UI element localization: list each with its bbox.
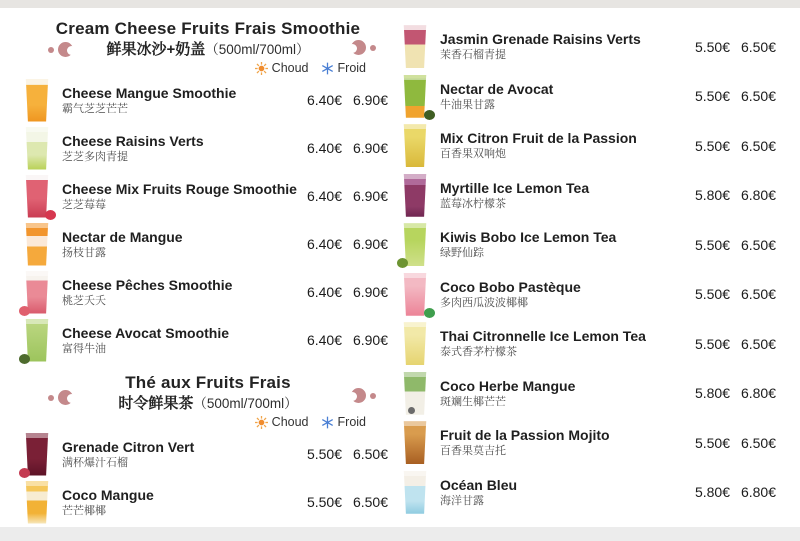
price-hot: 6.40€ — [306, 284, 342, 300]
item-name: Coco Mangue — [62, 486, 154, 503]
drink-cup-icon — [400, 74, 430, 119]
price-hot: 5.50€ — [306, 446, 342, 462]
item-name: Coco Bobo Pastèque — [440, 278, 581, 295]
price-hot: 6.40€ — [306, 188, 342, 204]
menu-item — [22, 316, 394, 364]
menu-item — [400, 171, 782, 221]
menu-item — [22, 478, 394, 526]
item-name: Cheese Avocat Smoothie — [62, 324, 230, 341]
item-name-zh: 泰式香茅柠檬茶 — [440, 346, 517, 359]
price-cold: 6.80€ — [740, 385, 776, 402]
price-hot: 5.80€ — [694, 187, 730, 204]
menu-left-column — [0, 8, 394, 527]
price-cold: 6.90€ — [352, 236, 388, 252]
menu-item — [400, 369, 782, 419]
cold-label: Froid — [337, 415, 366, 429]
price-hot: 5.50€ — [694, 335, 730, 352]
drink-cup-icon — [22, 126, 52, 171]
hot-cold-header — [22, 414, 394, 430]
item-name: Cheese Raisins Verts — [62, 132, 204, 149]
price-hot: 5.50€ — [694, 137, 730, 154]
page-edge-bottom — [0, 527, 800, 541]
item-name: Cheese Pêches Smoothie — [62, 276, 233, 293]
price-cold: 6.50€ — [740, 335, 776, 352]
drink-cup-icon — [400, 470, 430, 515]
snowflake-icon — [321, 416, 334, 429]
price-cold: 6.50€ — [740, 137, 776, 154]
menu-item — [22, 430, 394, 478]
menu-item — [400, 468, 782, 518]
section-subtitle: 时令鲜果茶（500ml/700ml） — [118, 395, 298, 412]
item-name: Mix Citron Fruit de la Passion — [440, 130, 637, 147]
menu-item — [400, 72, 782, 122]
item-name-zh: 牛油果甘露 — [440, 98, 495, 111]
drink-cup-icon — [400, 123, 430, 168]
price-hot: 6.40€ — [306, 332, 342, 348]
price-cold: 6.50€ — [352, 446, 388, 462]
price-cold: 6.50€ — [740, 286, 776, 303]
item-name: Fruit de la Passion Mojito — [440, 427, 610, 444]
price-cold: 6.90€ — [352, 188, 388, 204]
price-cold: 6.50€ — [740, 434, 776, 451]
section-header-smoothie — [22, 10, 394, 76]
drink-cup-icon — [22, 78, 52, 123]
price-cold: 6.80€ — [740, 484, 776, 501]
menu-item — [400, 418, 782, 468]
item-name-zh: 绿野仙踪 — [440, 247, 484, 260]
price-hot: 5.80€ — [694, 385, 730, 402]
drink-cup-icon — [22, 480, 52, 525]
item-name: Jasmin Grenade Raisins Verts — [440, 31, 641, 48]
section-size: （500ml/700ml） — [205, 42, 310, 57]
item-name: Cheese Mangue Smoothie — [62, 84, 237, 101]
drink-cup-icon — [400, 24, 430, 69]
item-name-zh: 芝芝多肉青提 — [62, 150, 128, 163]
item-name-zh: 蓝莓冰柠檬茶 — [440, 197, 506, 210]
price-cold: 6.90€ — [352, 140, 388, 156]
item-name-zh: 百香果莫吉托 — [440, 445, 506, 458]
section-header-the — [22, 364, 394, 430]
price-cold: 6.50€ — [740, 38, 776, 55]
item-name: Myrtille Ice Lemon Tea — [440, 179, 590, 196]
drink-cup-icon — [400, 321, 430, 366]
price-hot: 6.40€ — [306, 92, 342, 108]
decor-dots-right — [351, 40, 376, 55]
item-name-zh: 百香果双响炮 — [440, 148, 506, 161]
price-hot: 5.50€ — [694, 286, 730, 303]
item-name: Nectar de Avocat — [440, 80, 554, 97]
sun-icon — [255, 416, 268, 429]
cold-label: Froid — [337, 61, 366, 75]
menu-item — [22, 172, 394, 220]
menu-item — [400, 270, 782, 320]
section-title: Thé aux Fruits Frais — [125, 373, 291, 392]
drink-cup-icon — [400, 272, 430, 317]
decor-dots-right — [351, 388, 376, 403]
item-name-zh: 芝芝莓莓 — [62, 198, 106, 211]
price-cold: 6.90€ — [352, 332, 388, 348]
page-edge-top — [0, 0, 800, 8]
item-name-zh: 茉香石榴青提 — [440, 49, 506, 62]
item-name: Thai Citronnelle Ice Lemon Tea — [440, 328, 646, 345]
price-hot: 5.50€ — [694, 434, 730, 451]
price-cold: 6.80€ — [740, 187, 776, 204]
menu-item — [400, 319, 782, 369]
drink-cup-icon — [400, 420, 430, 465]
item-name: Coco Herbe Mangue — [440, 377, 576, 394]
section-size: （500ml/700ml） — [193, 396, 298, 411]
item-name-zh: 芒芒椰椰 — [62, 504, 106, 517]
price-hot: 5.50€ — [694, 88, 730, 105]
menu-item — [400, 121, 782, 171]
item-name-zh: 桃芝夭夭 — [62, 294, 106, 307]
item-name: Kiwis Bobo Ice Lemon Tea — [440, 229, 617, 246]
price-hot: 5.50€ — [694, 236, 730, 253]
price-hot: 5.80€ — [694, 484, 730, 501]
menu-right-column — [400, 8, 782, 527]
price-hot: 6.40€ — [306, 236, 342, 252]
price-cold: 6.90€ — [352, 284, 388, 300]
hot-label: Choud — [271, 415, 309, 429]
menu-item — [22, 268, 394, 316]
drink-cup-icon — [400, 222, 430, 267]
item-name-zh: 多肉西瓜波波椰椰 — [440, 296, 528, 309]
item-name-zh: 满杯爆汁石榴 — [62, 456, 128, 469]
item-name: Cheese Mix Fruits Rouge Smoothie — [62, 180, 297, 197]
item-name-zh: 扬枝甘露 — [62, 246, 106, 259]
menu-item — [22, 220, 394, 268]
price-cold: 6.90€ — [352, 92, 388, 108]
price-cold: 6.50€ — [352, 494, 388, 510]
drink-cup-icon — [22, 432, 52, 477]
price-hot: 6.40€ — [306, 140, 342, 156]
drink-cup-icon — [22, 318, 52, 363]
item-name: Nectar de Mangue — [62, 228, 183, 245]
item-name-zh: 富得牛油 — [62, 342, 106, 355]
drink-cup-icon — [22, 222, 52, 267]
menu-item — [22, 124, 394, 172]
item-name: Océan Bleu — [440, 476, 518, 493]
hot-cold-header — [22, 60, 394, 76]
sun-icon — [255, 62, 268, 75]
section-subtitle: 鲜果冰沙+奶盖（500ml/700ml） — [106, 41, 310, 58]
item-name-zh: 海洋甘露 — [440, 494, 484, 507]
price-hot: 5.50€ — [694, 38, 730, 55]
snowflake-icon — [321, 62, 334, 75]
item-name-zh: 霸气芝芝芒芒 — [62, 102, 128, 115]
decor-dots-left — [48, 390, 73, 405]
menu-item — [22, 76, 394, 124]
drink-cup-icon — [400, 173, 430, 218]
section-title: Cream Cheese Fruits Frais Smoothie — [55, 19, 361, 38]
menu-item — [400, 220, 782, 270]
price-cold: 6.50€ — [740, 236, 776, 253]
drink-cup-icon — [22, 174, 52, 219]
price-hot: 5.50€ — [306, 494, 342, 510]
drink-cup-icon — [22, 270, 52, 315]
item-name: Grenade Citron Vert — [62, 438, 195, 455]
decor-dots-left — [48, 42, 73, 57]
price-cold: 6.50€ — [740, 88, 776, 105]
drink-cup-icon — [400, 371, 430, 416]
menu-item — [400, 22, 782, 72]
item-name-zh: 斑斓生椰芒芒 — [440, 395, 506, 408]
hot-label: Choud — [271, 61, 309, 75]
